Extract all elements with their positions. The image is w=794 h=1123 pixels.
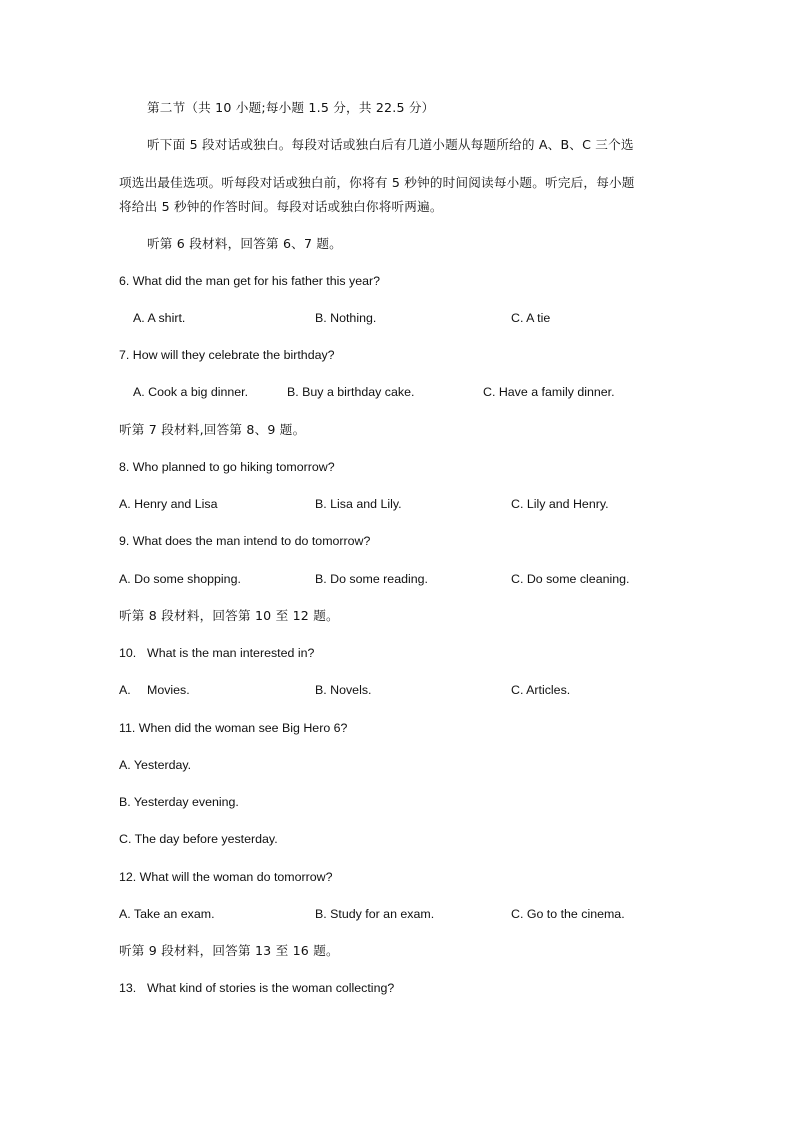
question-11-option-c: C. The day before yesterday. [119,832,278,846]
question-7-option-b: B. Buy a birthday cake. [287,385,415,399]
instructions-line-1: 听下面 5 段对话或独白。每段对话或独白后有几道小题从每题所给的 A、B、C 三个选 [147,137,634,152]
question-7-stem: 7. How will they celebrate the birthday? [119,348,335,362]
question-6-option-a: A. A shirt. [133,311,186,325]
question-10-stem: What is the man interested in? [147,646,315,660]
instructions-line-2: 项选出最佳选项。听每段对话或独白前，你将有 5 秒钟的时间阅读每小题。听完后，每小题 [119,175,635,190]
question-9-option-a: A. Do some shopping. [119,572,241,586]
material-9-instruction: 听第 9 段材料，回答第 13 至 16 题。 [119,943,339,958]
material-8-instruction: 听第 8 段材料，回答第 10 至 12 题。 [119,608,339,623]
instructions-line-3: 将给出 5 秒钟的作答时间。每段对话或独白你将听两遍。 [119,199,443,214]
question-13-number: 13. [119,981,137,995]
question-10-option-b: B. Novels. [315,683,372,697]
question-10-option-c: C. Articles. [511,683,571,697]
question-12-option-c: C. Go to the cinema. [511,907,625,921]
section-heading: 第二节（共 10 小题;每小题 1.5 分，共 22.5 分） [147,100,435,115]
question-9-option-b: B. Do some reading. [315,572,428,586]
question-8-stem: 8. Who planned to go hiking tomorrow? [119,460,335,474]
question-6-option-c: C. A tie [511,311,551,325]
question-8-option-b: B. Lisa and Lily. [315,497,402,511]
question-10-option-a-letter: A. [119,683,131,697]
question-7-option-c: C. Have a family dinner. [483,385,615,399]
question-12-option-b: B. Study for an exam. [315,907,435,921]
question-8-option-c: C. Lily and Henry. [511,497,609,511]
question-11-option-b: B. Yesterday evening. [119,795,239,809]
question-8-option-a: A. Henry and Lisa [119,497,218,511]
question-12-option-a: A. Take an exam. [119,907,215,921]
question-9-option-c: C. Do some cleaning. [511,572,630,586]
question-13-stem: What kind of stories is the woman collecting? [147,981,395,995]
question-12-stem: 12. What will the woman do tomorrow? [119,870,333,884]
question-10-option-a: Movies. [147,683,190,697]
question-11-stem: 11. When did the woman see Big Hero 6? [119,721,348,735]
question-10-number: 10. [119,646,137,660]
question-6-option-b: B. Nothing. [315,311,377,325]
question-11-option-a: A. Yesterday. [119,758,192,772]
question-6-stem: 6. What did the man get for his father this year? [119,274,381,288]
material-6-instruction: 听第 6 段材料，回答第 6、7 题。 [147,236,342,251]
question-9-stem: 9. What does the man intend to do tomorrow? [119,534,371,548]
material-7-instruction: 听第 7 段材料,回答第 8、9 题。 [119,422,306,437]
question-7-option-a: A. Cook a big dinner. [133,385,249,399]
